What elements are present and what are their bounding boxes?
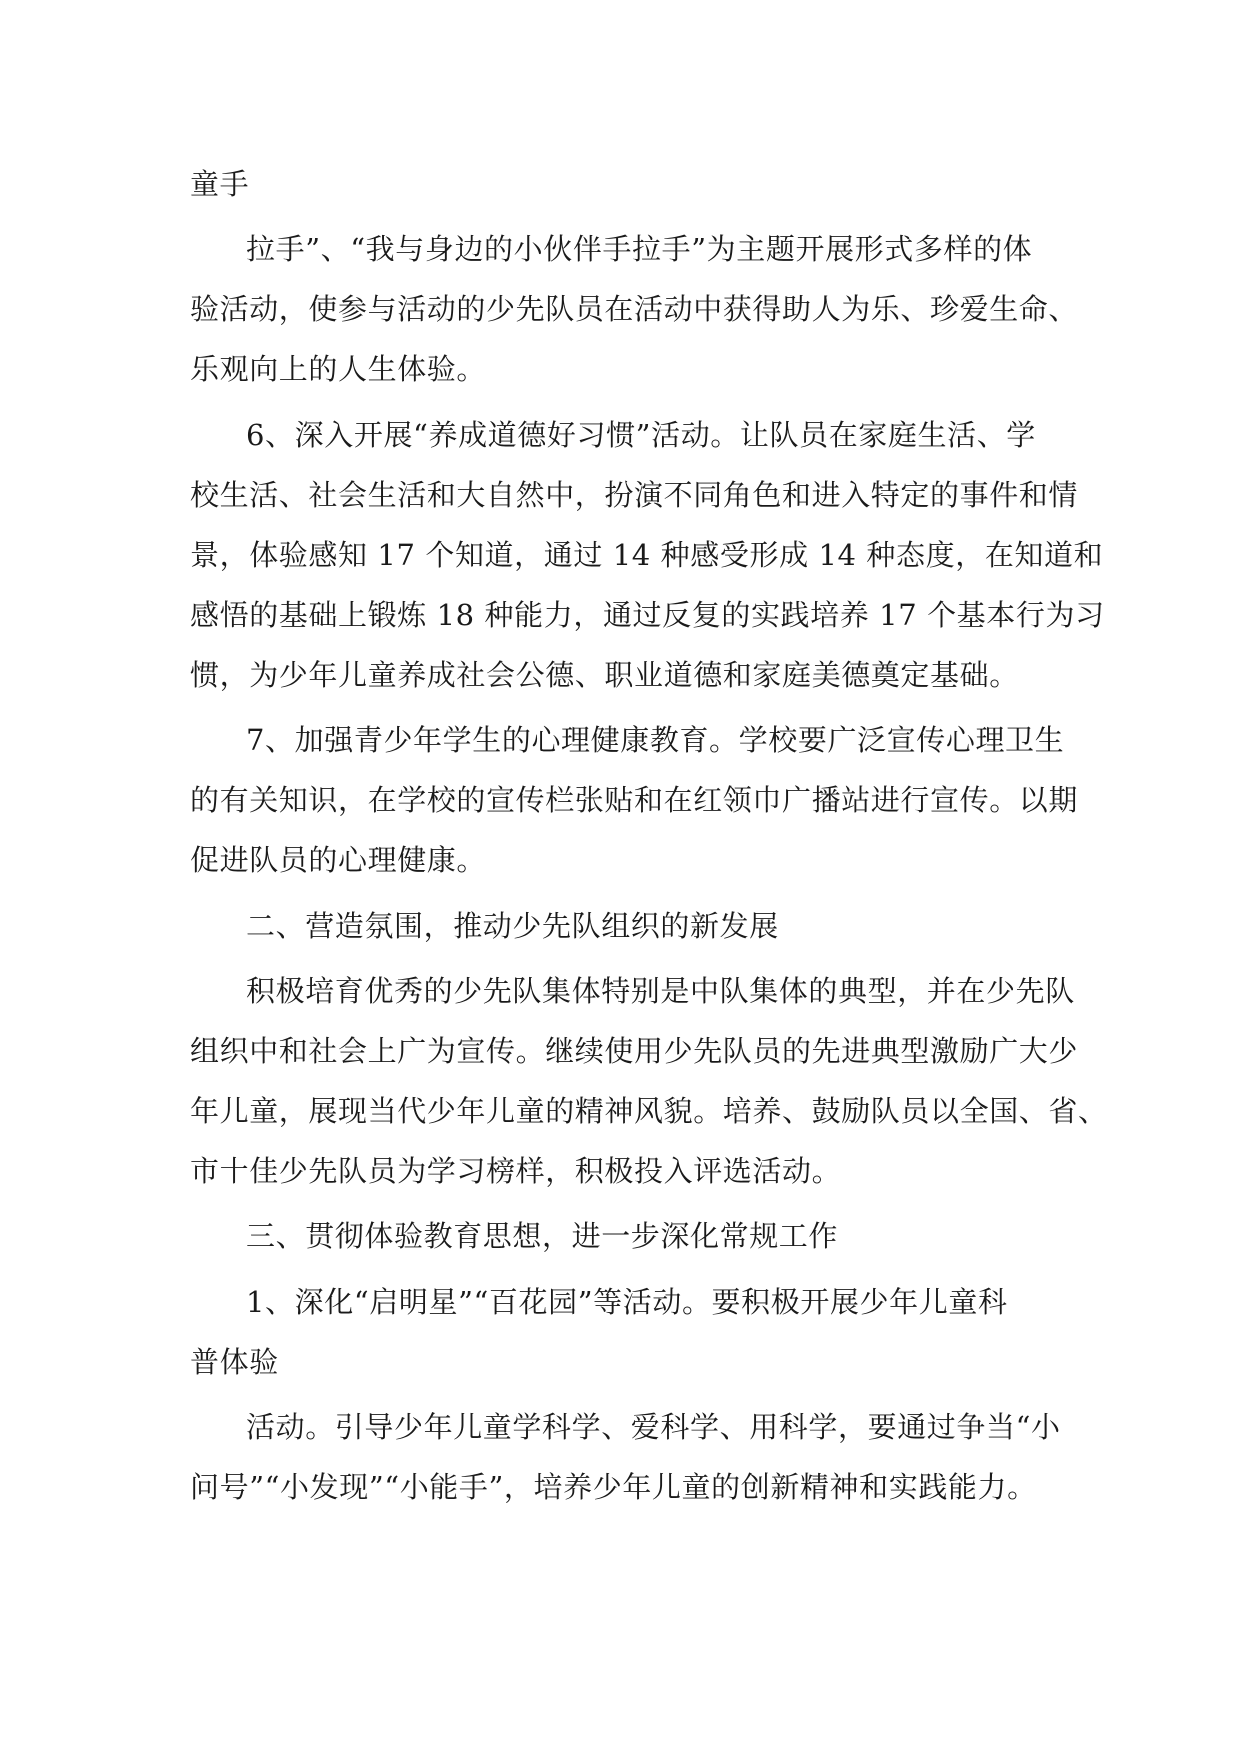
text-line: 积极培育优秀的少先队集体特别是中队集体的典型，并在少先队 xyxy=(246,974,1075,1008)
text-line: 问号”“小发现”“小能手”，培养少年儿童的创新精神和实践能力。 xyxy=(190,1470,1037,1504)
text-line: 乐观向上的人生体验。 xyxy=(190,352,487,386)
text-line: 验活动，使参与活动的少先队员在活动中获得助人为乐、珍爱生命、 xyxy=(190,292,1079,326)
text-line: 的有关知识，在学校的宣传栏张贴和在红领巾广播站进行宣传。以期 xyxy=(190,783,1079,817)
text-line: 拉手”、“我与身边的小伙伴手拉手”为主题开展形式多样的体 xyxy=(246,232,1033,266)
text-line: 惯，为少年儿童养成社会公德、职业道德和家庭美德奠定基础。 xyxy=(190,658,1019,692)
text-line: 年儿童，展现当代少年儿童的精神风貌。培养、鼓励队员以全国、省、 xyxy=(190,1094,1108,1128)
text-line: 7、加强青少年学生的心理健康教育。学校要广泛宣传心理卫生 xyxy=(246,723,1065,757)
text-line: 活动。引导少年儿童学科学、爱科学、用科学，要通过争当“小 xyxy=(246,1410,1061,1444)
section-heading: 二、营造氛围，推动少先队组织的新发展 xyxy=(246,909,779,943)
text-line: 组织中和社会上广为宣传。继续使用少先队员的先进典型激励广大少 xyxy=(190,1034,1079,1068)
text-line: 促进队员的心理健康。 xyxy=(190,843,487,877)
text-line: 感悟的基础上锻炼 18 种能力，通过反复的实践培养 17 个基本行为习 xyxy=(190,598,1105,632)
section-heading: 三、贯彻体验教育思想，进一步深化常规工作 xyxy=(246,1219,839,1253)
text-line: 校生活、社会生活和大自然中，扮演不同角色和进入特定的事件和情 xyxy=(190,478,1079,512)
text-line: 普体验 xyxy=(190,1345,279,1379)
text-line: 市十佳少先队员为学习榜样，积极投入评选活动。 xyxy=(190,1154,842,1188)
text-line: 1、深化“启明星”“百花园”等活动。要积极开展少年儿童科 xyxy=(246,1285,1008,1319)
text-line: 6、深入开展“养成道德好习惯”活动。让队员在家庭生活、学 xyxy=(246,418,1036,452)
text-line: 童手 xyxy=(190,167,250,201)
text-line: 景，体验感知 17 个知道，通过 14 种感受形成 14 种态度，在知道和 xyxy=(190,538,1104,572)
